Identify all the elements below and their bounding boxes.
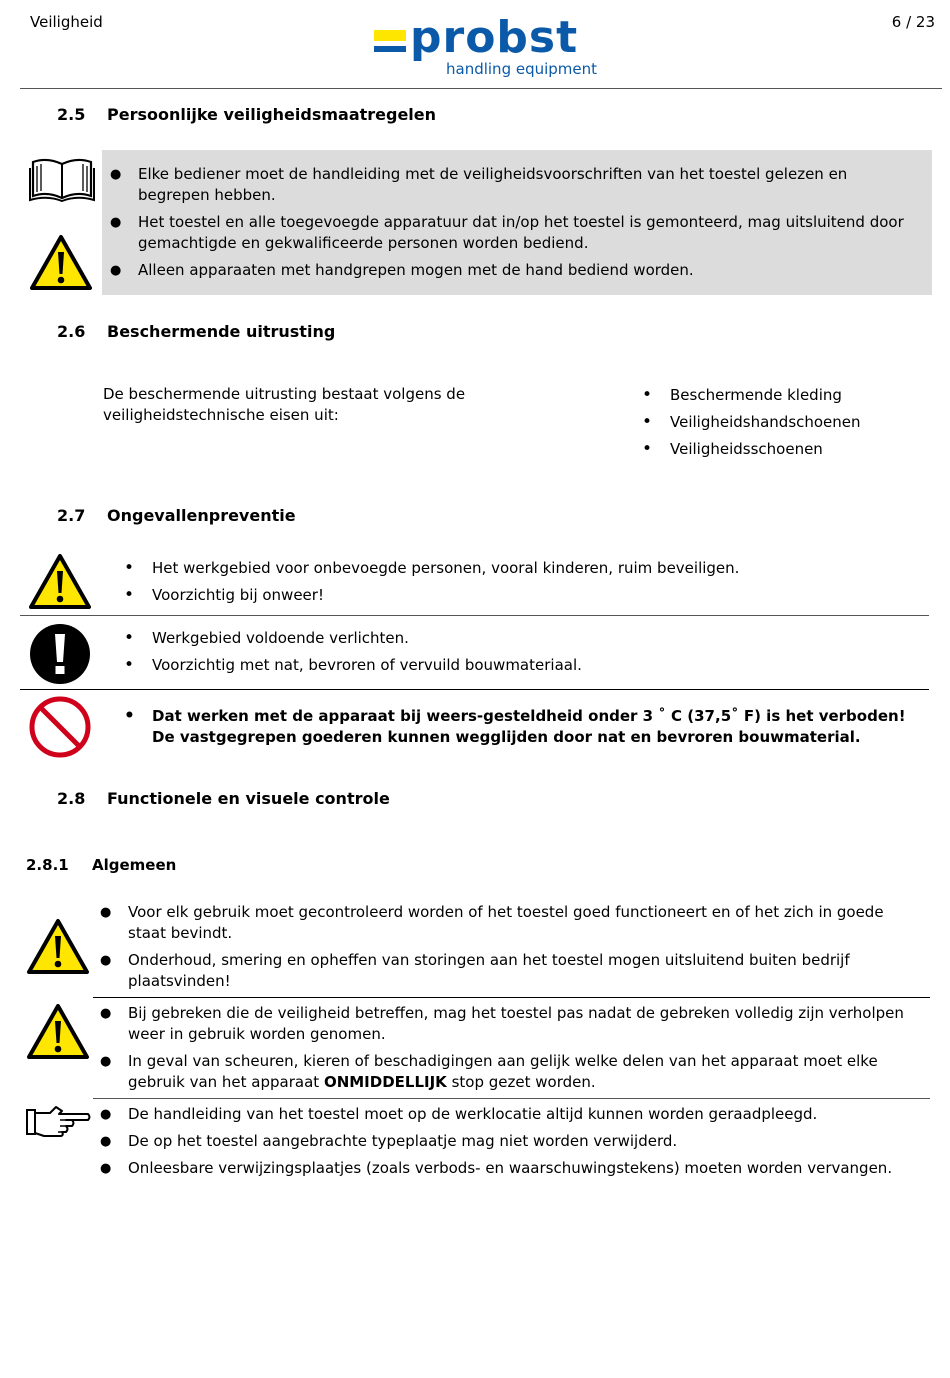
exclamation-circle-icon [29,623,91,685]
list-item: • Werkgebied voldoende verlichten. [152,628,912,649]
divider [93,1098,930,1099]
book-icon [29,154,95,202]
s27-list-2 [152,628,912,682]
warning-triangle-icon [26,918,90,975]
warning-triangle-icon [29,234,93,291]
s281-list-2 [128,1003,924,1099]
section-number: 2.8 [57,789,86,808]
item-text: In geval van scheuren, kieren of beschadigingen aan gelijk welke delen van het apparaat moet elke gebruik van het apparaat [128,1052,878,1091]
page-number: 6 / 23 [891,13,935,31]
warning-triangle-icon [28,553,92,610]
section-2-7-heading [57,506,296,525]
running-header: Veiligheid [30,13,103,31]
logo-word: probst [410,12,579,63]
divider [20,615,929,616]
section-title: Ongevallenpreventie [107,506,296,525]
logo-blue-bar [374,46,406,52]
emphasis-text: ONMIDDELLIJK [323,1073,447,1091]
section-number: 2.7 [57,506,86,525]
list-item: ● Voor elk gebruik moet gecontroleerd worden of het toestel goed functioneert en of het zich in goede staat bevindt. [128,902,924,944]
item-text: stop gezet worden. [446,1073,596,1091]
list-item: ● Alleen apparaaten met handgrepen mogen met de hand bediend worden. [138,260,916,281]
s26-intro: De beschermende uitrusting bestaat volgens de veiligheidstechnische eisen uit: [103,385,466,424]
s281-list-1 [128,902,924,998]
list-item: ● Onleesbare verwijzingsplaatjes (zoals verbods- en waarschuwingstekens) moeten worden vervangen. [128,1158,924,1179]
list-item: • Voorzichtig bij onweer! [152,585,912,606]
list-item: • Veiligheidshandschoenen [670,412,930,433]
list-item: • Het werkgebied voor onbevoegde personen, vooral kinderen, ruim beveiligen. [152,558,912,579]
section-number: 2.6 [57,322,86,341]
list-item: ● Elke bediener moet de handleiding met de veiligheidsvoorschriften van het toestel gelezen en begrepen hebben. [138,164,916,206]
s25-list [138,164,916,287]
list-item [128,1051,924,1093]
section-title: Persoonlijke veiligheidsmaatregelen [107,105,437,124]
s26-list [670,385,930,466]
section-2-5-heading [57,105,436,124]
prohibition-icon [28,695,92,759]
logo-subtitle: handling equipment [446,60,598,78]
list-item: • Veiligheidsschoenen [670,439,930,460]
divider [93,997,930,998]
section-title: Functionele en visuele controle [107,789,390,808]
section-2-8-1-heading [26,856,176,874]
prohibition-text-1: Dat werken met de apparaat bij weers-gesteldheid onder 3 ˚ C (37,5˚ F) is het verboden! [152,707,906,725]
section-number: 2.8.1 [26,856,69,874]
warning-triangle-icon [26,1003,90,1060]
section-2-8-heading [57,789,390,808]
list-item: ● Het toestel en alle toegevoegde apparatuur dat in/op het toestel is gemonteerd, mag uitsluitend door gemachtigde en gekwalificeerde personen worden bediend. [138,212,916,254]
list-item: ● Bij gebreken die de veiligheid betreffen, mag het toestel pas nadat de gebreken volledig zijn verholpen weer in gebruik worden genomen. [128,1003,924,1045]
logo-yellow-bar [374,30,406,41]
list-item [152,706,912,748]
prohibition-text-2: De vastgegrepen goederen kunnen wegglijden door nat en bevroren bouwmaterial. [152,728,861,746]
list-item: • Beschermende kleding [670,385,930,406]
list-item: ● De handleiding van het toestel moet op de werklocatie altijd kunnen worden geraadpleegd. [128,1104,924,1125]
pointing-hand-icon [26,1104,92,1138]
s281-list-3 [128,1104,924,1185]
section-title: Beschermende uitrusting [107,322,336,341]
section-2-6-heading [57,322,335,341]
section-title: Algemeen [92,856,177,874]
s27-list-1 [152,558,912,612]
section-number: 2.5 [57,105,86,124]
probst-logo [370,12,602,82]
divider [20,689,929,690]
list-item: ● De op het toestel aangebrachte typeplaatje mag niet worden verwijderd. [128,1131,924,1152]
list-item: ● Onderhoud, smering en opheffen van storingen aan het toestel mogen uitsluitend buiten bedrijf plaatsvinden! [128,950,924,992]
header-rule [20,88,942,89]
list-item: • Voorzichtig met nat, bevroren of vervuild bouwmateriaal. [152,655,912,676]
s27-list-3 [152,706,912,754]
